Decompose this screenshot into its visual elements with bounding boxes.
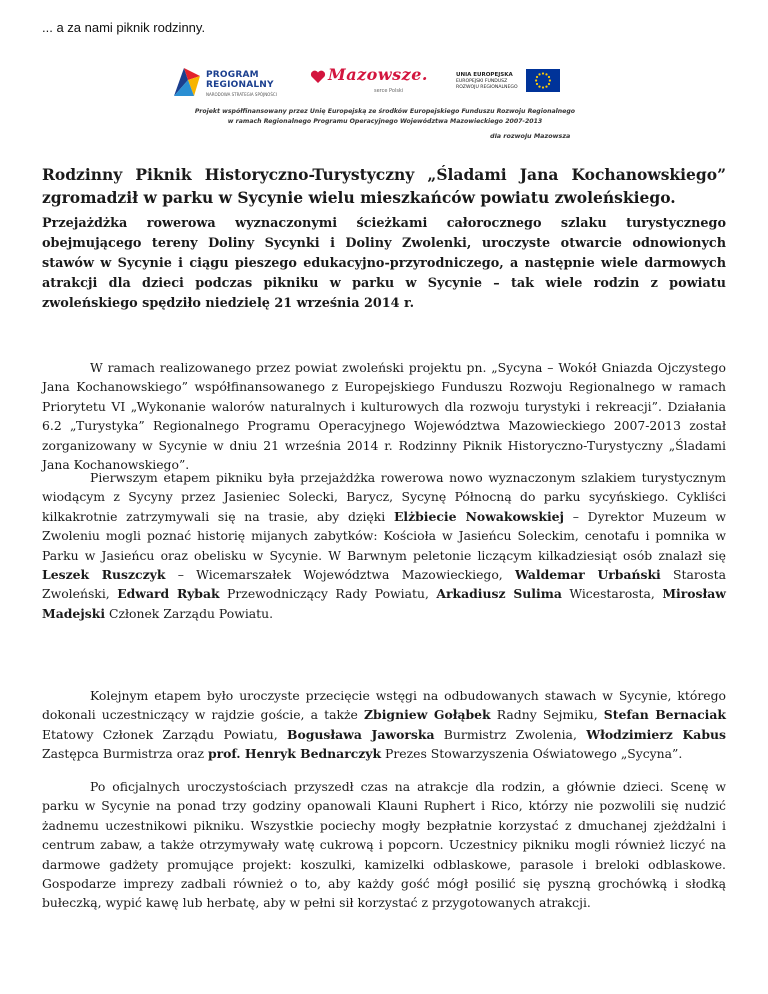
text: Zastępca Burmistrza oraz — [42, 746, 208, 762]
text: Etatowy Członek Zarządu Powiatu, — [42, 726, 287, 742]
program-line1: PROGRAM — [206, 70, 259, 80]
person-name: Edward Rybak — [117, 586, 220, 602]
person-name: Waldemar Urbański — [515, 567, 661, 583]
person-name: Leszek Ruszczyk — [42, 567, 166, 583]
program-line2: REGIONALNY — [206, 80, 274, 90]
mazowsze-logo — [310, 64, 440, 100]
mazowsze-name: Mazowsze. — [328, 65, 428, 84]
top-line: ... a za nami piknik rodzinny. — [42, 20, 206, 35]
paragraph-2 — [42, 468, 726, 623]
text: – Dyrektor Muzeum w Zwoleniu mogli poznać historię mijanych zabytków: Kościoła w Jasieńcu Soleckim, cenotafu i pomnika w Parku w Jasieńcu oraz obelisku w Sycynie. W Barwnym peletonie liczącym kilkadziesiąt osób znalazł się — [42, 508, 727, 563]
text: Członek Zarządu Powiatu. — [105, 605, 274, 621]
eu-line3: ROZWOJU REGIONALNEGO — [456, 85, 518, 90]
person-name: Elżbiecie Nowakowskiej — [393, 508, 565, 524]
person-name: prof. Henryk Bednarczyk — [207, 746, 382, 762]
heart-icon — [310, 70, 326, 84]
program-line3: NARODOWA STRATEGIA SPÓJNOŚCI — [206, 92, 277, 97]
text: – Wicemarszałek Województwa Mazowieckiego, — [165, 567, 516, 583]
text: Wicestarosta, — [561, 586, 663, 602]
person-name: Mirosław Madejski — [42, 586, 726, 621]
logo-banner — [150, 60, 620, 140]
text: Radny Sejmiku, — [490, 707, 604, 723]
for-development-tagline: dla rozwoju Mazowsza — [490, 132, 571, 140]
text: Pierwszym etapem pikniku była przejażdżka rowerowa nowo wyznaczonym szlakiem turystycznym wiodącym z Sycyny przez Jasieniec Solecki, Barycz, Sycynę Północną do parku sycyńskiego. Cykliści kilkakrotnie zatrzymywali się na trasie, aby dzięki — [42, 470, 726, 524]
program-regionalny-logo — [172, 66, 312, 102]
text: Starosta Zwoleński, — [42, 567, 727, 602]
eu-line2: EUROPEJSKI FUNDUSZ — [456, 79, 508, 84]
text: Kolejnym etapem było uroczyste przecięcie wstęgi na odbudowanych stawach w Sycynie, którego dokonali uczestniczący w rajdzie goście, a także — [42, 688, 726, 723]
paragraph-4: Po oficjalnych uroczystościach przyszedł czas na atrakcje dla rodzin, a głównie dzieci. Scenę w parku w Sycynie na ponad trzy godziny opanowali Klauni Ruphert i Rico, którzy nie pozwolili się nudzić żadnemu uczestnikowi pikniku. Wszystkie pociechy mogły bezpłatnie korzystać z dmuchanej zjeżdżalni i centrum zabaw, a także otrzymywały watę cukrową i popcorn. Uczestnicy pikniku mogli również liczyć na darmowe gadżety promujące projekt: koszulki, kamizelki odblaskowe, parasole i breloki odblaskowe. Gospodarze imprezy zadbali również o to, aby każdy gość mógł posilić się pyszną grochówką i słodką bułeczką, wypić kawę lub herbatę, aby w pełni sił korzystać z przygotowanych atrakcji. — [42, 779, 726, 911]
person-name: Arkadiusz Sulima — [436, 586, 562, 602]
cofinancing-line1: Projekt współfinansowany przez Unię Europejską ze środków Europejskiego Funduszu Rozwoju Regionalnego — [194, 108, 576, 115]
eu-logo — [456, 68, 586, 98]
eu-line1: UNIA EUROPEJSKA — [456, 72, 513, 78]
lead-paragraph: Przejażdżka rowerowa wyznaczonymi ścieżkami całorocznego szlaku turystycznego obejmującego tereny Doliny Sycynki i Doliny Zwolenki, uroczyste otwarcie odnowionych stawów w Sycynie i ciągu pieszego edukacyjno-przyrodniczego, a następnie wiele darmowych atrakcji dla dzieci podczas pikniku w parku w Sycynie – tak wiele rodzin z powiatu zwoleńskiego spędziło niedzielę 21 września 2014 r. — [42, 216, 726, 311]
text: Prezes Stowarzyszenia Oświatowego „Sycyna”. — [381, 746, 683, 762]
person-name: Zbigniew Gołąbek — [364, 707, 491, 723]
paragraph-3 — [42, 686, 726, 764]
eu-flag-icon — [526, 69, 560, 92]
program-regionalny-mark-icon — [172, 66, 202, 98]
text: Przewodniczący Rady Powiatu, — [219, 586, 437, 602]
person-name: Stefan Bernaciak — [603, 707, 727, 723]
headline: Rodzinny Piknik Historyczno-Turystyczny „Śladami Jana Kochanowskiego” zgromadził w parku w Sycynie wielu mieszkańców powiatu zwoleńskiego. — [42, 165, 726, 207]
cofinancing-line2: w ramach Regionalnego Programu Operacyjnego Województwa Mazowieckiego 2007-2013 — [227, 118, 543, 125]
text: Burmistrz Zwolenia, — [434, 726, 587, 742]
person-name: Bogusława Jaworska — [286, 726, 435, 742]
paragraph-1: W ramach realizowanego przez powiat zwoleński projektu pn. „Sycyna – Wokół Gniazda Ojczystego Jana Kochanowskiego” współfinansowanego z Europejskiego Funduszu Rozwoju Regionalnego w ramach Priorytetu VI „Wykonanie walorów naturalnych i kulturowych dla rozwoju turystyki i rekreacji”. Działania 6.2 „Turystyka” Regionalnego Programu Operacyjnego Województwa Mazowieckiego 2007-2013 został zorganizowany w Sycynie w dniu 21 września 2014 r. Rodzinny Piknik Historyczno-Turystyczny „Śladami Jana Kochanowskiego”. — [42, 360, 726, 473]
person-name: Włodzimierz Kabus — [586, 726, 726, 742]
mazowsze-subtitle: serce Polski — [374, 88, 404, 94]
